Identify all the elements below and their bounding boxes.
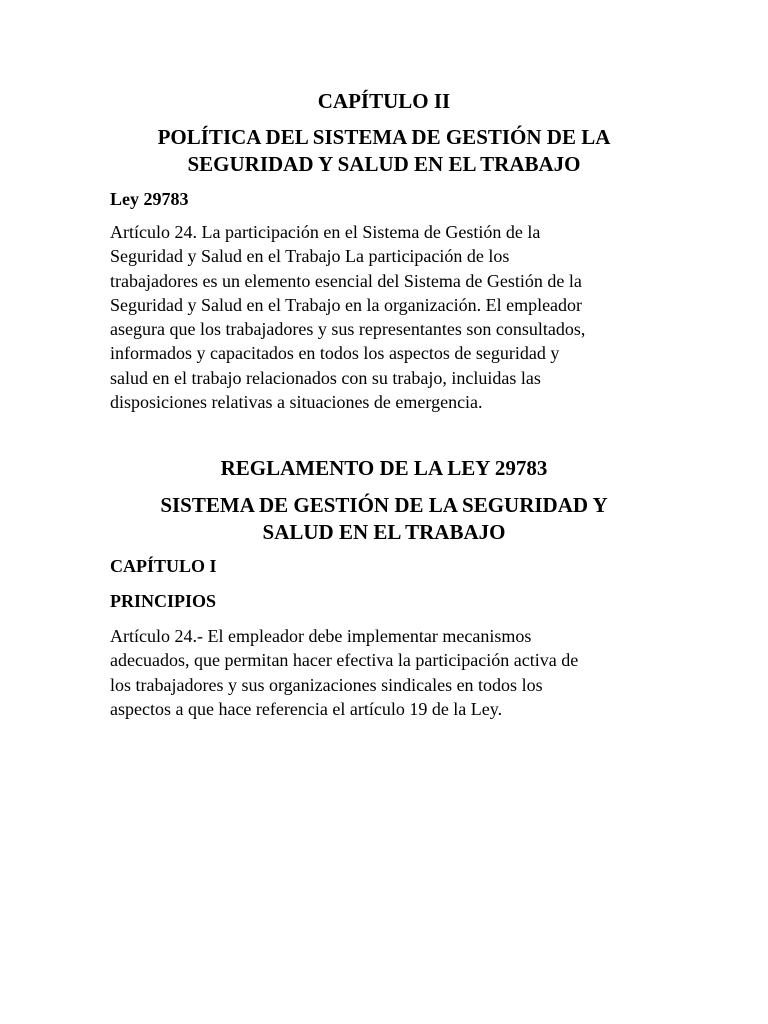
principles-heading: PRINCIPIOS	[110, 591, 217, 611]
paragraph-line: salud en el trabajo relacionados con su trabajo, incluidas las	[110, 367, 541, 388]
policy-title-line-1: POLÍTICA DEL SISTEMA DE GESTIÓN DE LA	[157, 125, 611, 149]
paragraph-line: aspectos a que hace referencia el artículo 19 de la Ley.	[110, 698, 503, 719]
paragraph-line: Artículo 24. La participación en el Sistema de Gestión de la	[110, 222, 541, 242]
system-title-line-2: SALUD EN EL TRABAJO	[262, 520, 506, 544]
paragraph-line: adecuados, que permitan hacer efectiva la participación activa de	[110, 650, 579, 671]
paragraph-line: disposiciones relativas a situaciones de emergencia.	[110, 392, 483, 413]
paragraph-line: Seguridad y Salud en el Trabajo en la organización. El empleador	[110, 294, 583, 315]
chapter-i-heading: CAPÍTULO I	[110, 556, 217, 576]
chapter-heading: CAPÍTULO II	[317, 89, 451, 113]
article-24-regulation-paragraph	[110, 624, 670, 721]
policy-title-line-2: SEGURIDAD Y SALUD EN EL TRABAJO	[187, 152, 581, 176]
paragraph-line: informados y capacitados en todos los aspectos de seguridad y	[110, 343, 560, 364]
system-title-line-1: SISTEMA DE GESTIÓN DE LA SEGURIDAD Y	[160, 493, 608, 517]
paragraph-line: los trabajadores y sus organizaciones sindicales en todos los	[110, 674, 543, 695]
paragraph-line: asegura que los trabajadores y sus representantes son consultados,	[110, 319, 586, 340]
regulation-heading: REGLAMENTO DE LA LEY 29783	[220, 456, 548, 480]
paragraph-line: Seguridad y Salud en el Trabajo La participación de los	[110, 246, 510, 267]
article-24-law-paragraph	[110, 220, 670, 414]
law-heading: Ley 29783	[110, 189, 189, 209]
paragraph-line: Artículo 24.- El empleador debe implementar mecanismos	[110, 626, 532, 646]
paragraph-line: trabajadores es un elemento esencial del Sistema de Gestión de la	[110, 270, 582, 291]
